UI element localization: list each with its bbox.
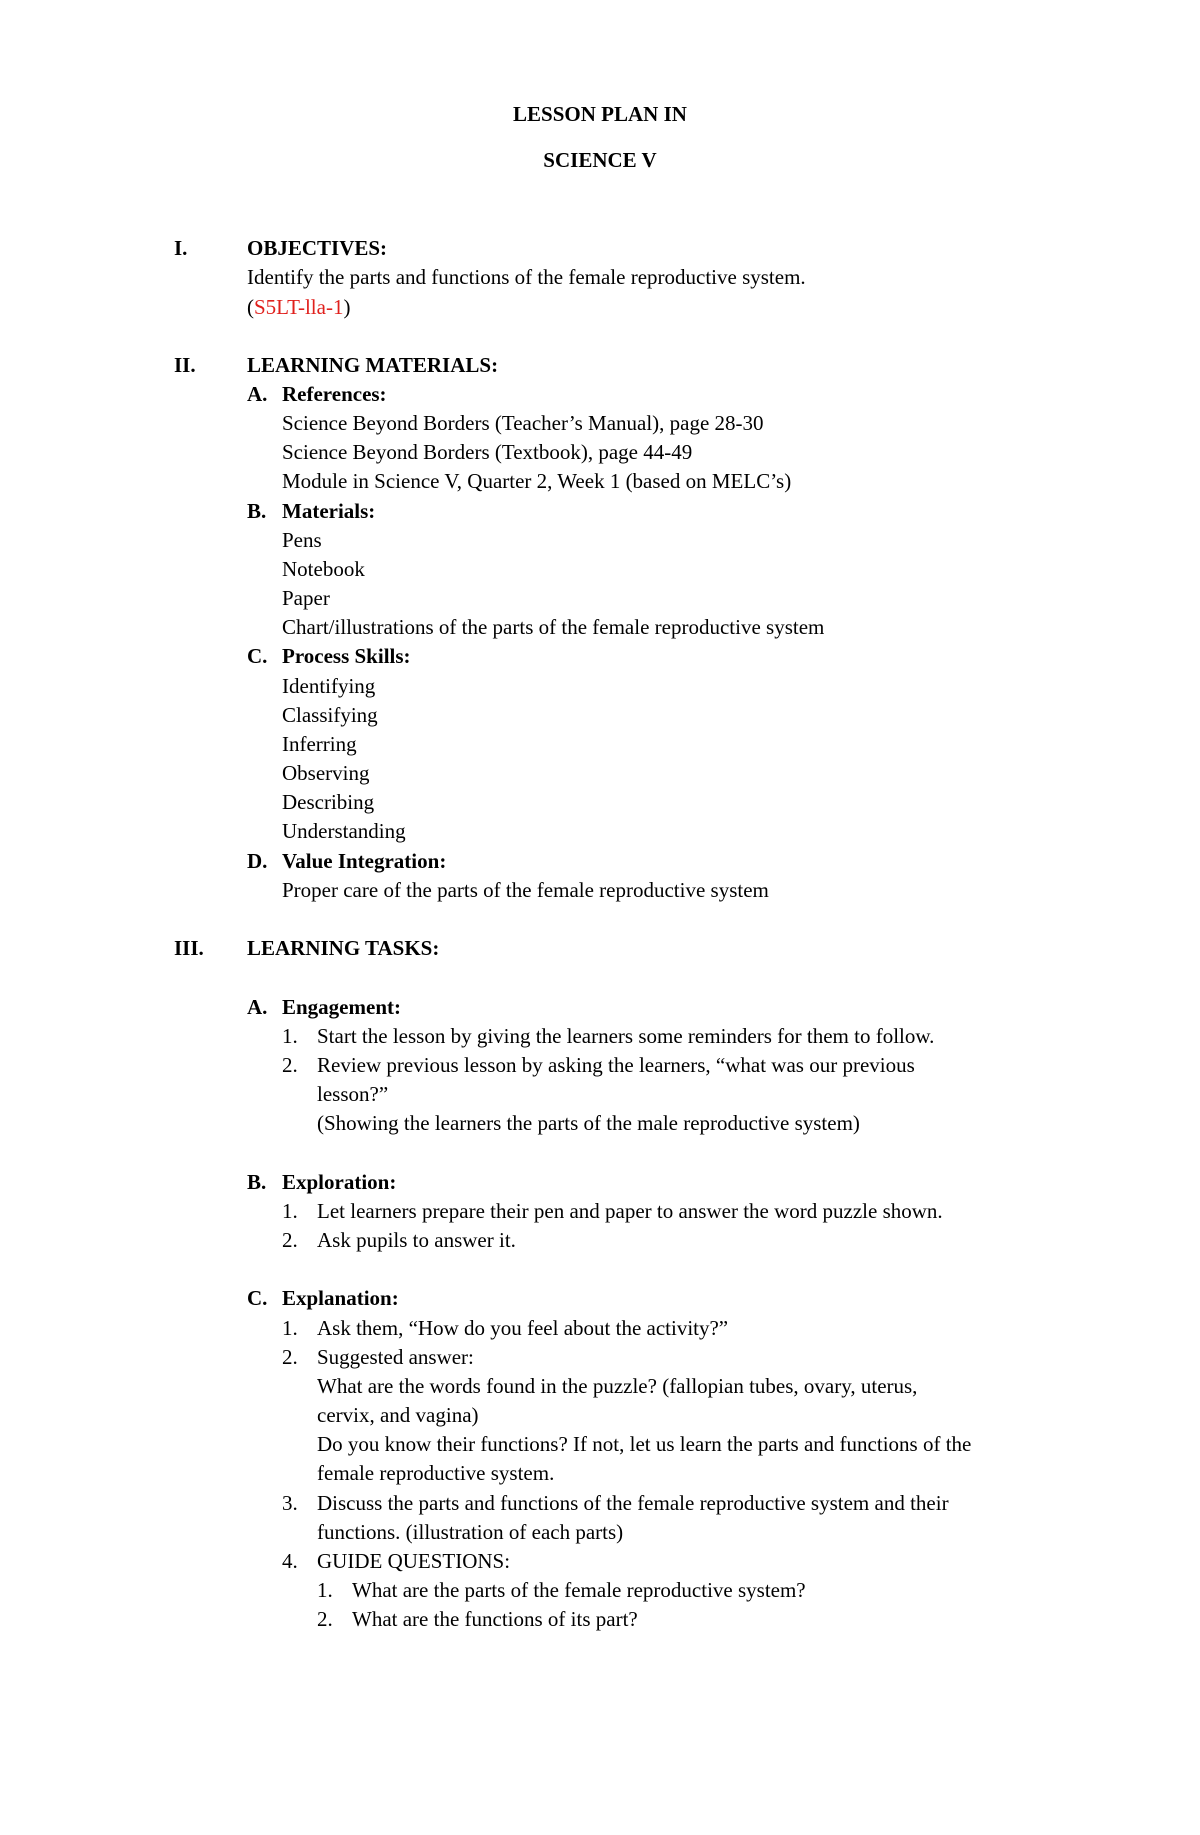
engagement-item: Start the lesson by giving the learners some reminders for them to follow.: [317, 1024, 935, 1048]
explanation-item-continued: Do you know their functions? If not, let us learn the parts and functions of the: [317, 1432, 972, 1456]
material-item: Notebook: [282, 557, 365, 581]
subsection-letter-engagement: A.: [247, 995, 268, 1019]
subsection-label-materials: Materials:: [282, 499, 376, 523]
section-heading-tasks: LEARNING TASKS:: [247, 936, 440, 960]
skill-item: Describing: [282, 790, 375, 814]
subsection-letter-materials: B.: [247, 499, 267, 523]
section-numeral-tasks: III.: [174, 936, 204, 960]
section-heading-objectives: OBJECTIVES:: [247, 236, 388, 260]
reference-item: Science Beyond Borders (Textbook), page 44-49: [282, 440, 693, 464]
section-heading-materials: LEARNING MATERIALS:: [247, 353, 499, 377]
guide-question: What are the functions of its part?: [352, 1607, 638, 1631]
value-integration-text: Proper care of the parts of the female reproductive system: [282, 878, 769, 902]
subsection-letter-references: A.: [247, 382, 268, 406]
reference-item: Science Beyond Borders (Teacher’s Manual), page 28-30: [282, 411, 764, 435]
exploration-item: Ask pupils to answer it.: [317, 1228, 516, 1252]
subsection-label-skills: Process Skills:: [282, 644, 411, 668]
section-numeral-objectives: I.: [174, 236, 188, 260]
subsection-letter-values: D.: [247, 849, 268, 873]
skill-item: Understanding: [282, 819, 406, 843]
subsection-label-values: Value Integration:: [282, 849, 447, 873]
subsection-letter-exploration: B.: [247, 1170, 267, 1194]
competency-code-value: S5LT-lla-1: [254, 295, 344, 319]
list-number: 2.: [282, 1228, 298, 1252]
list-number: 3.: [282, 1491, 298, 1515]
list-number: 2.: [282, 1053, 298, 1077]
objective-text: Identify the parts and functions of the female reproductive system.: [247, 265, 806, 289]
material-item: Chart/illustrations of the parts of the female reproductive system: [282, 615, 825, 639]
explanation-item-continued: cervix, and vagina): [317, 1403, 479, 1427]
list-number: 1.: [282, 1199, 298, 1223]
engagement-item: Review previous lesson by asking the learners, “what was our previous: [317, 1053, 915, 1077]
skill-item: Observing: [282, 761, 370, 785]
skill-item: Classifying: [282, 703, 378, 727]
material-item: Paper: [282, 586, 330, 610]
engagement-item-note: (Showing the learners the parts of the male reproductive system): [317, 1111, 860, 1135]
material-item: Pens: [282, 528, 322, 552]
reference-item: Module in Science V, Quarter 2, Week 1 (based on MELC’s): [282, 469, 792, 493]
subsection-label-references: References:: [282, 382, 387, 406]
subsection-label-explanation: Explanation:: [282, 1286, 399, 1310]
skill-item: Identifying: [282, 674, 376, 698]
title-line-2: SCIENCE V: [543, 148, 657, 172]
explanation-item: Ask them, “How do you feel about the activity?”: [317, 1316, 729, 1340]
explanation-item: GUIDE QUESTIONS:: [317, 1549, 511, 1573]
subsection-letter-skills: C.: [247, 644, 268, 668]
explanation-item-continued: functions. (illustration of each parts): [317, 1520, 624, 1544]
skill-item: Inferring: [282, 732, 357, 756]
subsection-label-engagement: Engagement:: [282, 995, 401, 1019]
explanation-item: Suggested answer:: [317, 1345, 474, 1369]
list-number: 2.: [282, 1345, 298, 1369]
explanation-item-continued: female reproductive system.: [317, 1461, 555, 1485]
competency-code: (S5LT-lla-1): [247, 295, 351, 319]
list-number: 1.: [317, 1578, 333, 1602]
exploration-item: Let learners prepare their pen and paper to answer the word puzzle shown.: [317, 1199, 943, 1223]
explanation-item-continued: What are the words found in the puzzle? (fallopian tubes, ovary, uterus,: [317, 1374, 918, 1398]
section-numeral-materials: II.: [174, 353, 196, 377]
list-number: 1.: [282, 1024, 298, 1048]
subsection-letter-explanation: C.: [247, 1286, 268, 1310]
list-number: 4.: [282, 1549, 298, 1573]
title-line-1: LESSON PLAN IN: [513, 102, 687, 126]
subsection-label-exploration: Exploration:: [282, 1170, 397, 1194]
list-number: 1.: [282, 1316, 298, 1340]
explanation-item: Discuss the parts and functions of the female reproductive system and their: [317, 1491, 949, 1515]
list-number: 2.: [317, 1607, 333, 1631]
guide-question: What are the parts of the female reproductive system?: [352, 1578, 806, 1602]
engagement-item-continued: lesson?”: [317, 1082, 389, 1106]
